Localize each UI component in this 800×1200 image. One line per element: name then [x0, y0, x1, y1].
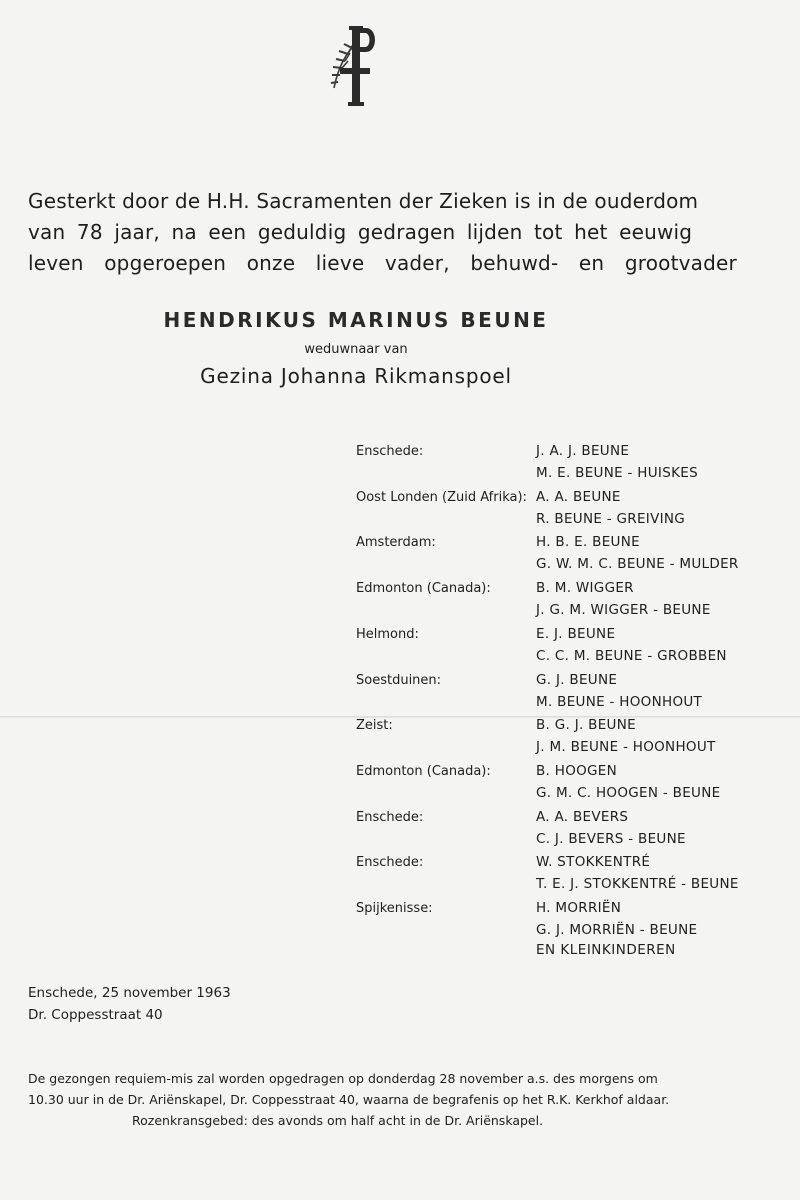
family-place: Enschede: — [356, 444, 424, 459]
family-member: A. A. BEUNE — [536, 489, 621, 505]
family-place: Helmond: — [356, 627, 419, 642]
family-member: C. C. M. BEUNE - GROBBEN — [536, 648, 727, 664]
family-member: G. J. BEUNE — [536, 672, 618, 688]
family-member: M. BEUNE - HOONHOUT — [536, 694, 703, 710]
funeral-notice — [28, 1068, 708, 1131]
family-member: W. STOKKENTRÉ — [536, 854, 651, 870]
family-member: B. G. J. BEUNE — [536, 717, 636, 733]
family-place: Enschede: — [356, 855, 424, 870]
intro-line: Gesterkt door de H.H. Sacramenten der Zieken is in de ouderdom — [28, 189, 699, 213]
family-member: G. M. C. HOOGEN - BEUNE — [536, 785, 721, 801]
family-member: B. HOOGEN — [536, 763, 618, 779]
family-row — [0, 851, 800, 897]
family-member: A. A. BEVERS — [536, 809, 629, 825]
family-member: M. E. BEUNE - HUISKES — [536, 465, 698, 481]
family-place: Oost Londen (Zuid Afrika): — [356, 490, 527, 505]
family-member: C. J. BEVERS - BEUNE — [536, 831, 686, 847]
family-place: Edmonton (Canada): — [356, 581, 491, 596]
family-member: G. W. M. C. BEUNE - MULDER — [536, 556, 739, 572]
grandchildren-line: EN KLEINKINDEREN — [536, 942, 676, 958]
intro-line: van 78 jaar, na een geduldig gedragen lijden tot het eeuwig — [28, 220, 693, 244]
date-line: Enschede, 25 november 1963 — [28, 985, 231, 1001]
address-line: Dr. Coppesstraat 40 — [28, 1007, 163, 1023]
family-member: B. M. WIGGER — [536, 580, 634, 596]
family-row — [0, 623, 800, 669]
family-member: E. J. BEUNE — [536, 626, 616, 642]
family-member: R. BEUNE - GREIVING — [536, 511, 686, 527]
family-place: Edmonton (Canada): — [356, 764, 491, 779]
spouse-name: Gezina Johanna Rikmanspoel — [200, 364, 512, 388]
family-member: J. A. J. BEUNE — [536, 443, 630, 459]
family-row — [0, 577, 800, 623]
notice-line: 10.30 uur in de Dr. Ariënskapel, Dr. Coppesstraat 40, waarna de begrafenis op het R.K. Kerkhof aldaar. — [28, 1092, 670, 1107]
family-member: H. MORRIËN — [536, 900, 622, 916]
family-row — [0, 669, 800, 715]
intro-text — [28, 186, 737, 279]
family-member: J. G. M. WIGGER - BEUNE — [536, 602, 711, 618]
family-place: Spijkenisse: — [356, 901, 433, 916]
family-row — [0, 531, 800, 577]
notice-line: Rozenkransgebed: des avonds om half acht in de Dr. Ariënskapel. — [132, 1113, 544, 1128]
family-row — [0, 486, 800, 532]
family-member: H. B. E. BEUNE — [536, 534, 640, 550]
relation-label: weduwnaar van — [304, 342, 408, 357]
family-member: J. M. BEUNE - HOONHOUT — [536, 739, 716, 755]
deceased-name: HENDRIKUS MARINUS BEUNE — [163, 308, 549, 332]
date-address — [28, 982, 231, 1026]
family-row — [0, 806, 800, 852]
intro-line: leven opgeroepen onze lieve vader, behuwd- en grootvader — [28, 251, 737, 275]
family-place: Soestduinen: — [356, 673, 442, 688]
family-row — [0, 760, 800, 806]
family-place: Enschede: — [356, 810, 424, 825]
notice-line: De gezongen requiem-mis zal worden opgedragen op donderdag 28 november a.s. des morgens om — [28, 1071, 658, 1086]
family-place: Amsterdam: — [356, 535, 436, 550]
family-member: T. E. J. STOKKENTRÉ - BEUNE — [536, 876, 739, 892]
family-member: G. J. MORRIËN - BEUNE — [536, 922, 698, 938]
chi-rho-palm-cross-icon — [328, 22, 380, 108]
family-row — [0, 440, 800, 486]
family-row — [0, 714, 800, 760]
family-row — [0, 897, 800, 943]
family-place: Zeist: — [356, 718, 393, 733]
